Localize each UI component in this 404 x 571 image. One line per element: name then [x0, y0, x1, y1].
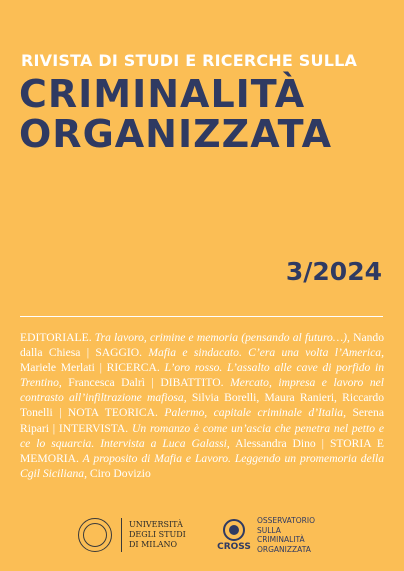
contents-section: DIBATTITO.	[160, 376, 224, 390]
contents-section: SAGGIO.	[95, 346, 143, 360]
contents-italic: Tra lavoro, crimine e memoria (pensando al futuro…),	[91, 331, 350, 344]
contents-author: Alessandra Dino |	[229, 436, 330, 450]
contents-author: Nando dalla Chiesa |	[20, 331, 385, 360]
journal-title-line2: ORGANIZZATA	[19, 112, 333, 156]
university-seal-icon	[78, 518, 112, 552]
contents-italic: Mafia e sindacato. C’era una volta l’America,	[142, 346, 384, 360]
contents-section: NOTA TEORICA.	[67, 406, 158, 420]
contents-section: EDITORIALE.	[20, 331, 92, 344]
journal-title-line1: CRIMINALITÀ	[19, 72, 306, 116]
cross-mark-text: CROSS	[217, 542, 251, 552]
cross-emblem-icon	[215, 518, 253, 552]
table-of-contents	[20, 330, 384, 481]
contents-italic: L’oro rosso. L’assalto alle cave di porfido in Trentino,	[20, 361, 384, 390]
logo-divider	[121, 518, 122, 552]
issue-number: 3/2024	[285, 257, 382, 286]
contents-section: STORIA E MEMORIA.	[20, 436, 384, 465]
contents-author: Serena Ripari |	[20, 406, 384, 435]
unimi-name: UNIVERSITÀ DEGLI STUDI DI MILANO	[129, 520, 186, 549]
contents-italic: Mercato, impresa e lavoro nel contrasto all’infiltrazione mafiosa,	[20, 376, 384, 405]
contents-italic: Un romanzo è come un’ascia che penetra nel petto e ce lo squarcia. Intervista a Luca Galassi,	[20, 421, 384, 450]
journal-kicker: RIVISTA DI STUDI E RICERCHE SULLA	[21, 51, 358, 70]
cross-logo	[215, 516, 315, 554]
contents-author: Ciro Dovizio	[87, 466, 151, 480]
divider	[20, 316, 383, 317]
contents-author: Mariele Merlati |	[20, 361, 107, 375]
contents-author: Francesca Dalrì |	[61, 376, 161, 390]
contents-italic: A proposito di Mafia e Lavoro. Leggendo un promemoria della Cgil Siciliana,	[20, 451, 384, 480]
contents-section: INTERVISTA.	[58, 421, 129, 435]
unimi-logo	[78, 516, 186, 554]
contents-section: RICERCA.	[106, 361, 160, 375]
cross-name: OSSERVATORIO SULLA CRIMINALITÀ ORGANIZZATA	[257, 516, 315, 554]
contents-italic: Palermo, capitale criminale d’Italia,	[157, 406, 346, 420]
journal-title	[19, 74, 332, 154]
contents-author: Silvia Borelli, Maura Ranieri, Riccardo Tonelli |	[20, 391, 384, 420]
